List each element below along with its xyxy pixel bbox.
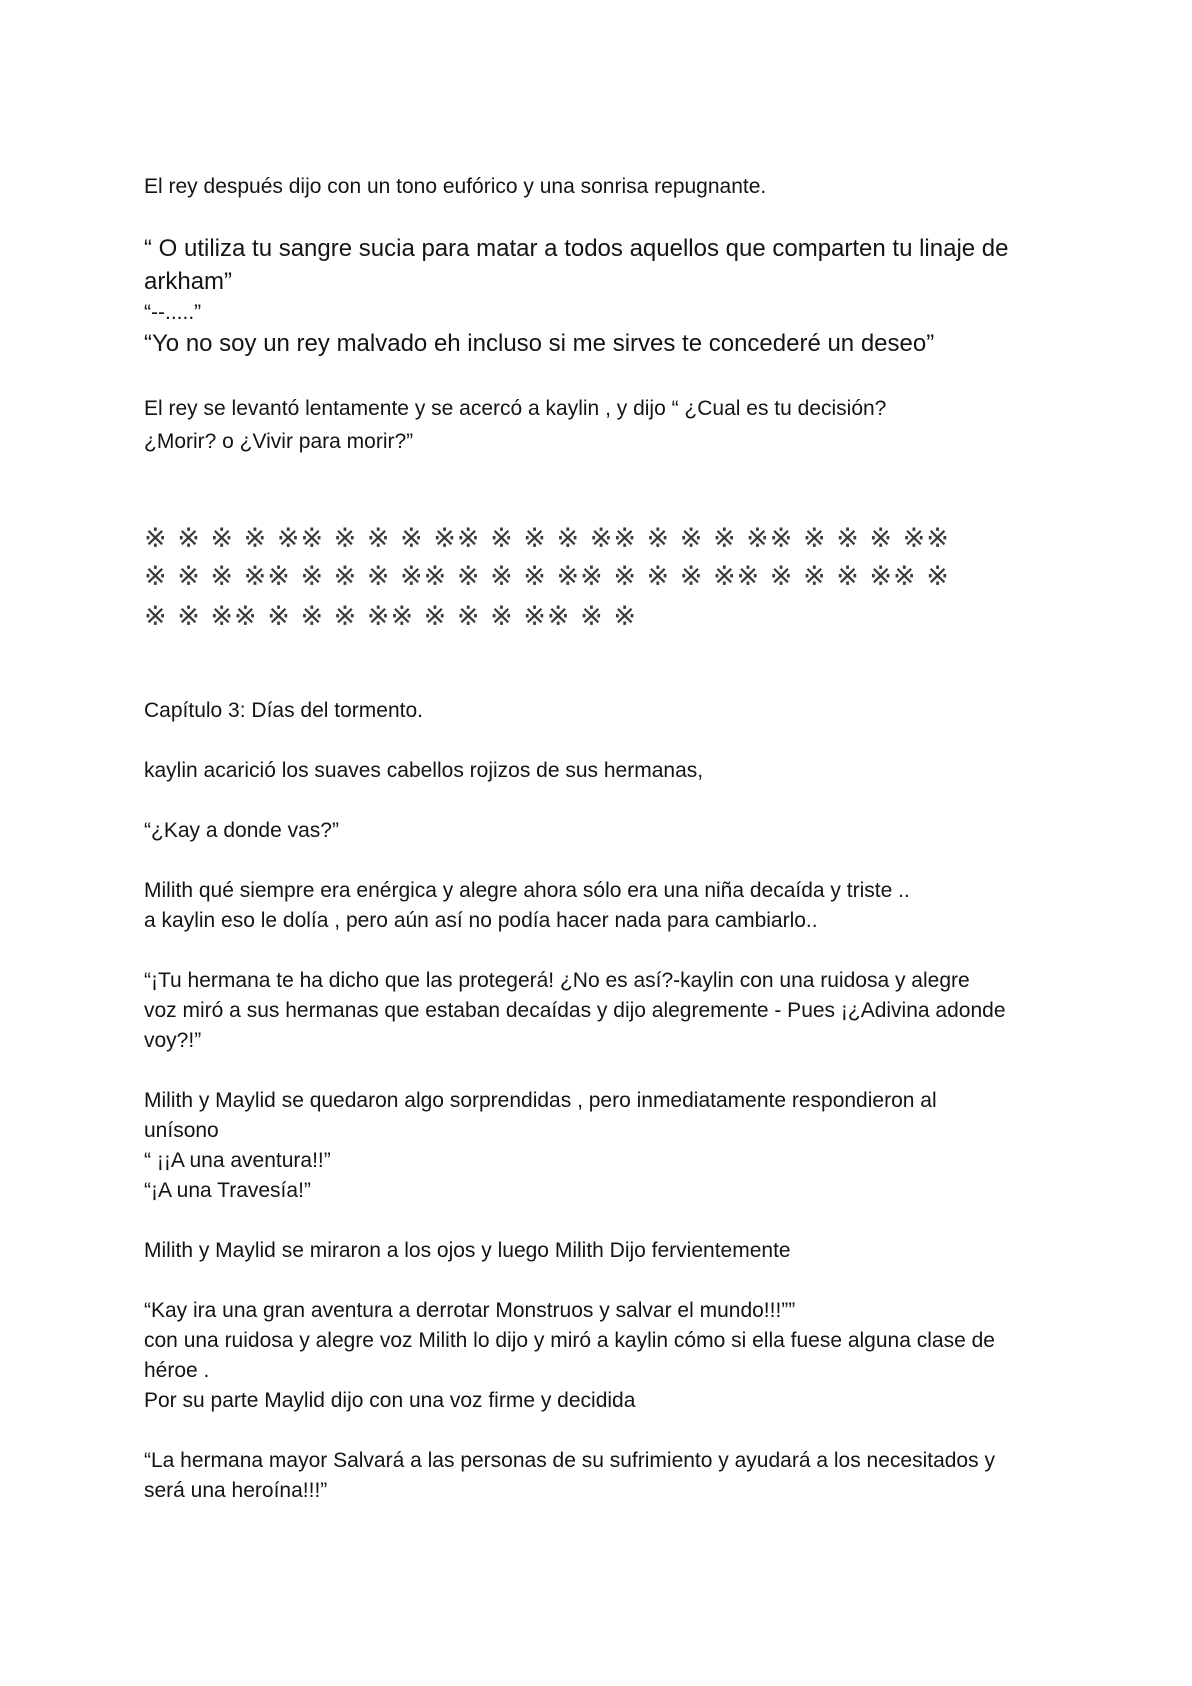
section-separator: ※ ※ ※ ※ ※※ ※ ※ ※ ※※ ※ ※ ※ ※※ ※ ※ ※ ※※ ※ ※ ※ ※※ bbox=[144, 523, 950, 554]
paragraph-text: a kaylin eso le dolía , pero aún así no podía hacer nada para cambiarlo.. bbox=[144, 909, 818, 932]
paragraph-text: Milith qué siempre era enérgica y alegre ahora sólo era una niña decaída y triste .. bbox=[144, 879, 910, 902]
paragraph-text: con una ruidosa y alegre voz Milith lo dijo y miró a kaylin cómo si ella fuese alguna clase de bbox=[144, 1329, 995, 1352]
paragraph-text: Por su parte Maylid dijo con una voz firme y decidida bbox=[144, 1389, 636, 1412]
quote-text: “ ¡¡A una aventura!!” bbox=[144, 1149, 331, 1172]
paragraph-text: “¡Tu hermana te ha dicho que las protegerá! ¿No es así?-kaylin con una ruidosa y alegre bbox=[144, 969, 970, 992]
paragraph-text: Milith y Maylid se miraron a los ojos y luego Milith Dijo fervientemente bbox=[144, 1239, 791, 1262]
quote-text: “La hermana mayor Salvará a las personas de su sufrimiento y ayudará a los necesitados y bbox=[144, 1449, 995, 1472]
quote-text: “¿Kay a donde vas?” bbox=[144, 819, 339, 842]
paragraph-text: unísono bbox=[144, 1119, 219, 1142]
section-separator: ※ ※ ※ ※※ ※ ※ ※ ※※ ※ ※ ※ ※※ ※ ※ ※ ※※ ※ ※ ※ ※※ ※ bbox=[144, 561, 950, 592]
quote-text: “¡A una Travesía!” bbox=[144, 1179, 311, 1202]
quote-text: “--.....” bbox=[144, 301, 202, 324]
quote-text: arkham” bbox=[144, 268, 233, 295]
quote-text: será una heroína!!!” bbox=[144, 1479, 328, 1502]
paragraph-text: El rey se levantó lentamente y se acercó a kaylin , y dijo “ ¿Cual es tu decisión? bbox=[144, 397, 887, 420]
paragraph-text: ¿Morir? o ¿Vivir para morir?” bbox=[144, 430, 414, 453]
quote-text: “Kay ira una gran aventura a derrotar Monstruos y salvar el mundo!!!”” bbox=[144, 1299, 796, 1322]
quote-text: “Yo no soy un rey malvado eh incluso si me sirves te concederé un deseo” bbox=[144, 330, 935, 357]
paragraph-text: héroe . bbox=[144, 1359, 210, 1382]
section-separator: ※ ※ ※※ ※ ※ ※ ※※ ※ ※ ※ ※※ ※ ※ bbox=[144, 601, 637, 632]
paragraph-text: voz miró a sus hermanas que estaban decaídas y dijo alegremente - Pues ¡¿Adivina adonde bbox=[144, 999, 1006, 1022]
quote-text: “ O utiliza tu sangre sucia para matar a todos aquellos que comparten tu linaje de bbox=[144, 235, 1009, 262]
paragraph-text: Milith y Maylid se quedaron algo sorprendidas , pero inmediatamente respondieron al bbox=[144, 1089, 937, 1112]
paragraph-text: El rey después dijo con un tono eufórico y una sonrisa repugnante. bbox=[144, 175, 767, 198]
chapter-title: Capítulo 3: Días del tormento. bbox=[144, 699, 423, 722]
paragraph-text: voy?!” bbox=[144, 1029, 202, 1052]
paragraph-text: kaylin acarició los suaves cabellos rojizos de sus hermanas, bbox=[144, 759, 704, 782]
